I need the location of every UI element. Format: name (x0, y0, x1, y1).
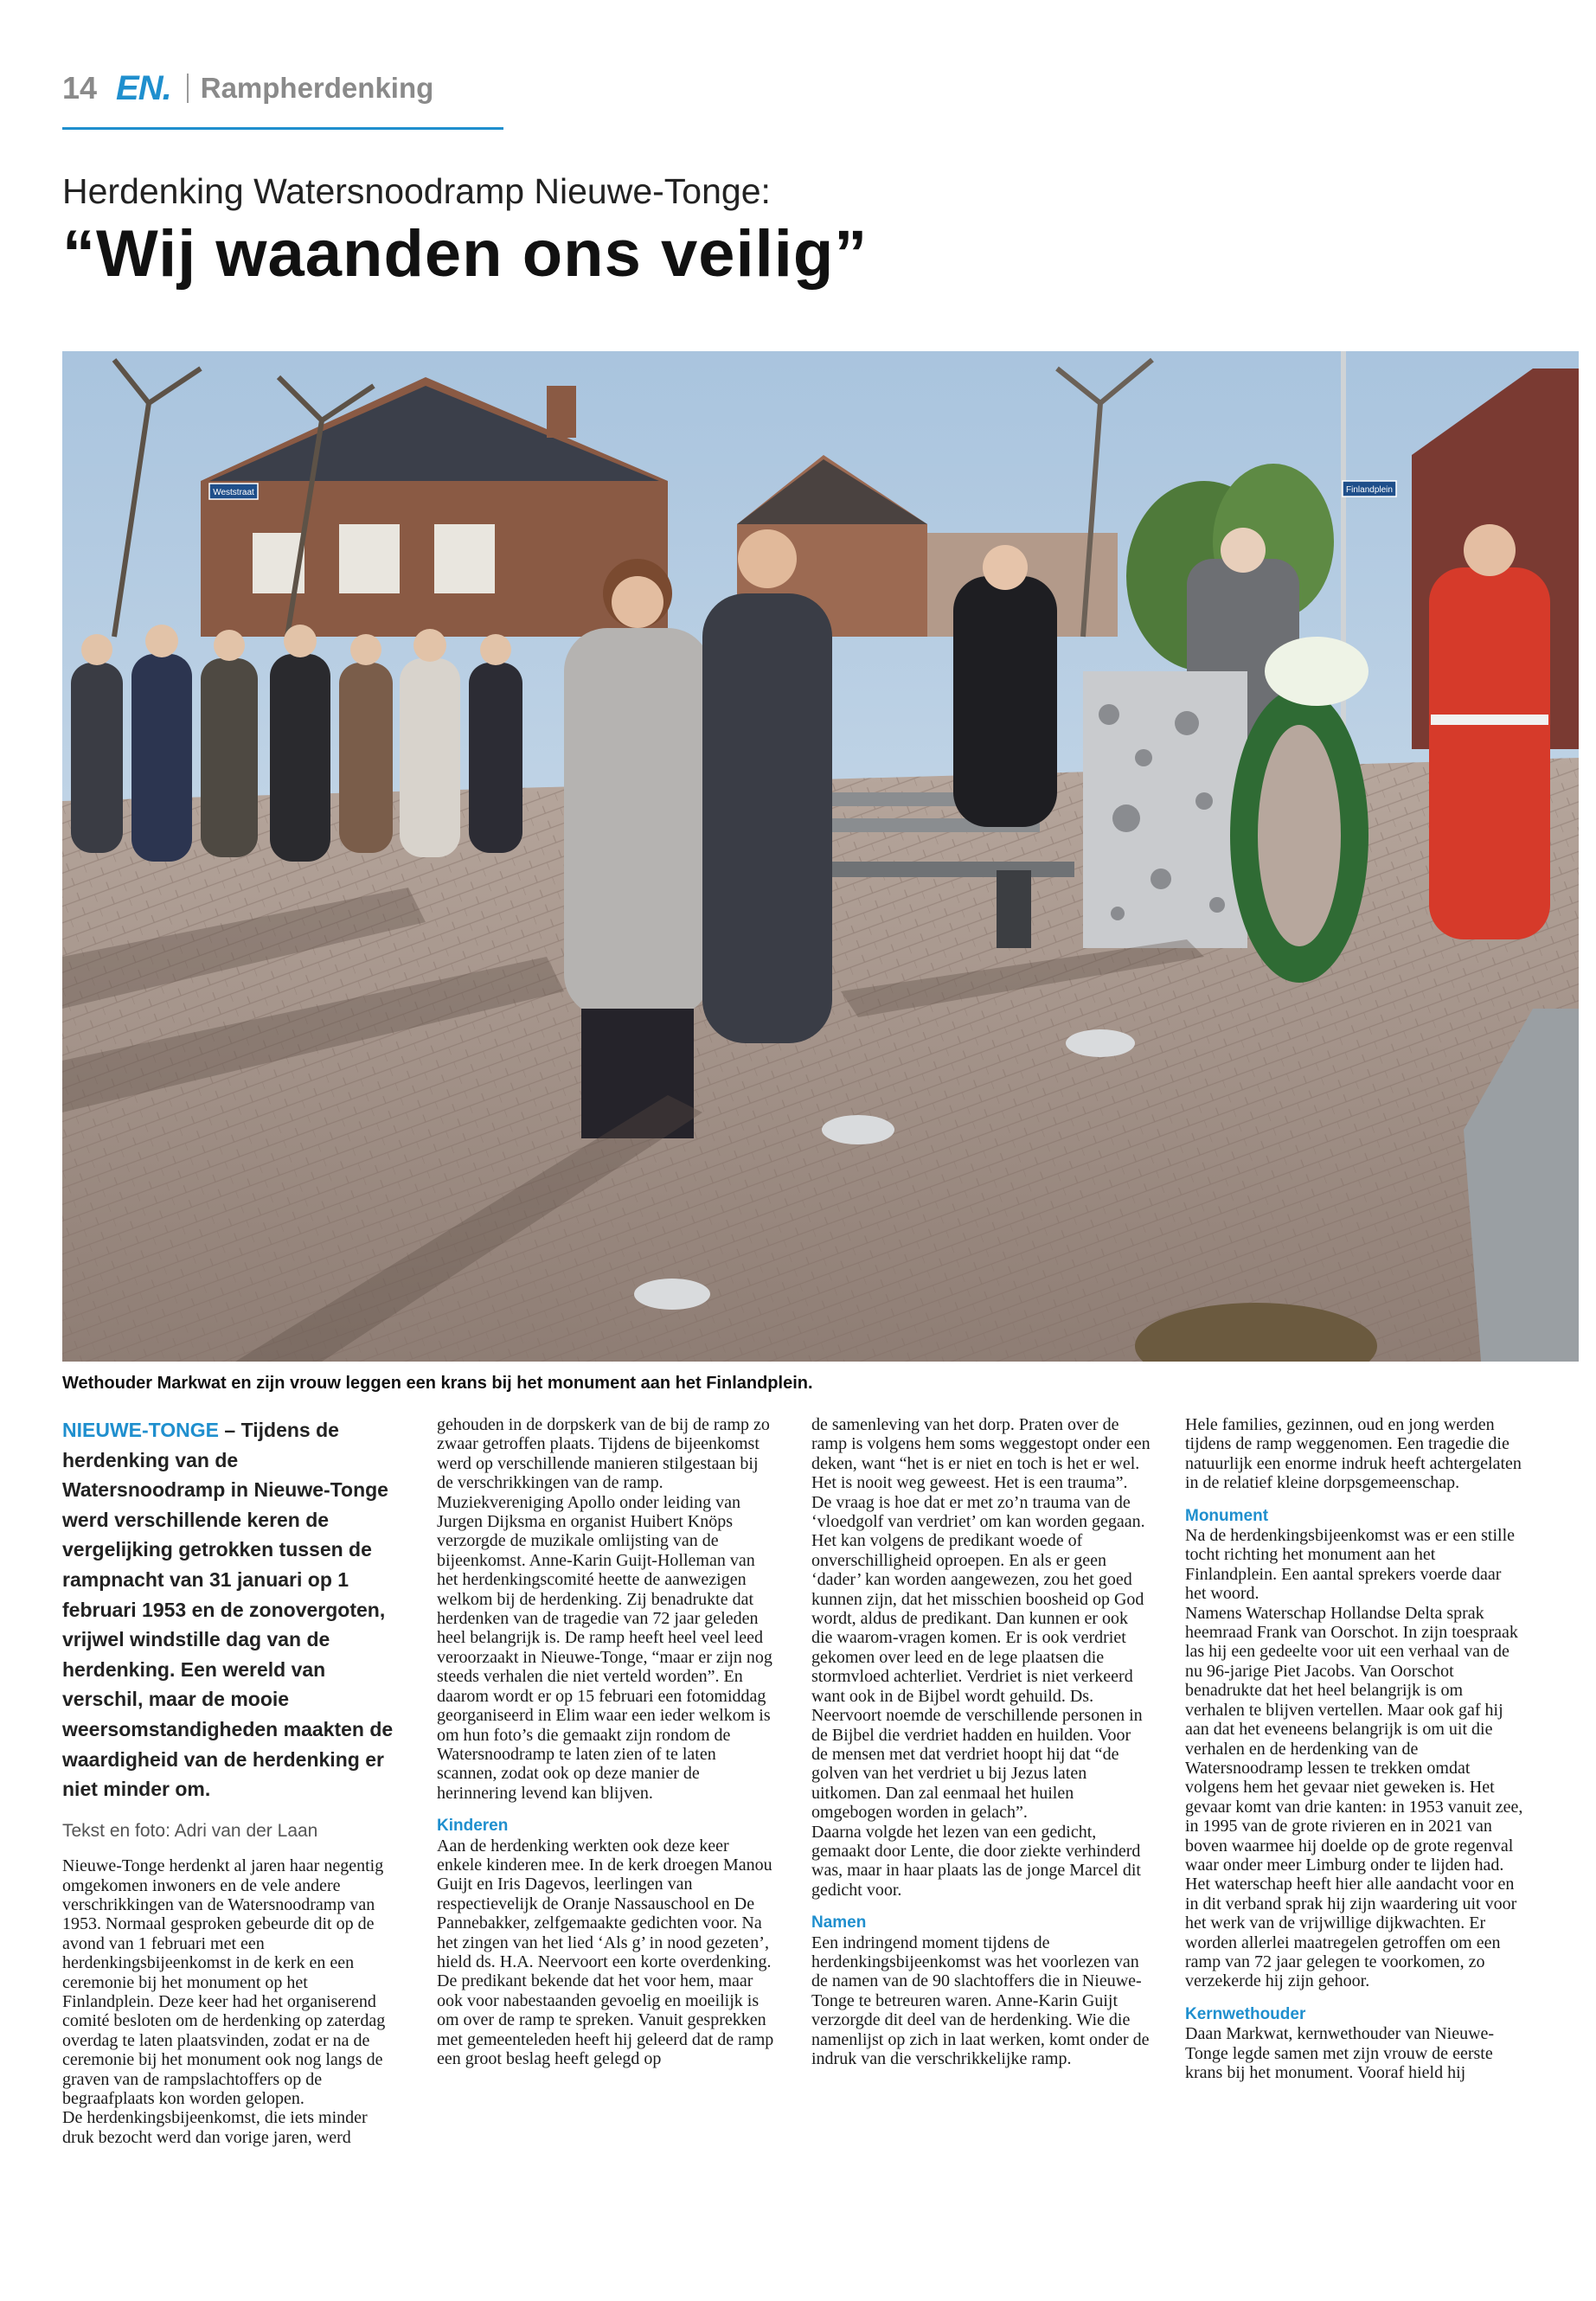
body-paragraph: de samenleving van het dorp. Praten over de ramp is volgens hem soms weggestopt onder een deken, want “het is er niet en toch is het er wel. Het is nooit weg geweest. Het is een trauma”. De vraag is hoe dat er met zo’n trauma van de ‘vloedgolf van verdriet’ om kan worden gegaan. Het kan volgens de predikant woede of onverschilligheid oproepen. En als er geen ‘dader’ kan worden aangewezen, zou het goed kunnen zijn, dat het misschien boosheid op God wordt, aldus de predikant. Dan kunnen er ook die waarom-vragen komen. Er is ook verdriet gekomen over leed en de lege plaatsen die stormvloed achterliet. Verdriet is niet verkeerd want ook in de Bijbel wordt gehuild. Ds. Neervoort noemde de verschillende personen in de Bijbel die verdriet hadden en huilden. Voor de mensen met dat verdriet hoopt hij dat “de golven van het verdriet u bij Jezus laten uitkomen. Dan zal eenmaal het huilen omgebogen worden in gelach”. (811, 1415, 1151, 1823)
header-divider (187, 74, 189, 103)
body-paragraph: Daan Markwat, kernwethouder van Nieuwe-Tonge legde samen met zijn vrouw de eerste krans bij het monument. Vooraf hield hij (1185, 2024, 1495, 2082)
body-paragraph: Hele families, gezinnen, oud en jong werden tijdens de ramp weggenomen. Een tragedie die natuurlijk een enorme indruk heeft achtergelaten in de relatief kleine dorpsgemeenschap. (1185, 1415, 1522, 1493)
body-paragraph: Nieuwe-Tonge herdenkt al jaren haar negentig omgekomen inwoners en de vele andere verschrikkingen van de Watersnoodramp van 1953. Normaal gesproken gebeurde dit op de avond van 1 februari met een herdenkingsbijeenkomst in de kerk en een ceremonie bij het monument op het Finlandplein. Deze keer had het organiserend comité besloten om de herdenking op zaterdag overdag te laten plaatsvinden, zodat er na de ceremonie bij het monument ook nog langs de graven van de rampslachtoffers op de begraafplaats kon worden gelopen. (62, 1856, 386, 2108)
body-paragraph: De herdenkingsbijeenkomst, die iets minder druk bezocht werd dan vorige jaren, werd (62, 2108, 368, 2147)
dateline: NIEUWE-TONGE (62, 1419, 220, 1441)
article-column-2 (437, 1415, 776, 2068)
article-column-4 (1185, 1415, 1524, 2082)
article-column-3 (811, 1415, 1151, 2068)
article-kicker: Herdenking Watersnoodramp Nieuwe-Tonge: (62, 171, 771, 211)
body-paragraph: Een indringend moment tijdens de herdenkingsbijeenkomst was het voorlezen van de namen van de 90 slachtoffers die in Nieuwe-Tonge te betreuren waren. Anne-Karin Guijt verzorgde dit deel van de herdenking. Wie die namenlijst op zich in laat werken, komt onder de indruk van die verschrikkelijke ramp. (811, 1932, 1150, 2068)
body-paragraph: Daarna volgde het lezen van een gedicht, gemaakt door Lente, die door ziekte verhinderd was, maar in haar plaats las de jonge Marcel dit gedicht voor. (811, 1822, 1141, 1900)
lead-text: – Tijdens de herdenking van de Watersnoodramp in Nieuwe-Tonge werd verschillende keren de vergelijking getrokken tussen de rampnacht van 31 januari op 1 februari 1953 en de zonovergoten, vrijwel windstille dag van de herdenking. Een wereld van verschil, maar de mooie weersomstandigheden maakten de waardigheid van de herdenking er niet minder om. (62, 1419, 394, 1801)
article-headline: “Wij waanden ons veilig” (62, 217, 869, 291)
article-photo (62, 351, 1579, 1362)
byline: Tekst en foto: Adri van der Laan (62, 1820, 318, 1841)
page-header (62, 62, 433, 114)
body-paragraph: gehouden in de dorpskerk van de bij de ramp zo zwaar getroffen plaats. Tijdens de bijeenkomst werd op verschillende manieren stilgestaan bij de verschrikkingen van de ramp. Muziekvereniging Apollo onder leiding van Jurgen Dijksma en organist Huibert Knöps verzorgde de muzikale omlijsting van de bijeenkomst. Anne-Karin Guijt-Holleman van het herdenkingscomité heette de aanwezigen welkom bij de herdenking. Zij benadrukte dat herdenken van de tragedie van 72 jaar geleden heel belangrijk is. De ramp heeft heel veel leed veroorzaakt in Nieuwe-Tonge, “maar er zijn nog steeds verhalen die niet verteld worden”. En daarom wordt er op 15 februari een fotomiddag georganiseerd in Elim waar een ieder welkom is om hun foto’s die gemaakt zijn rondom de Watersnoodramp te laten zien of te laten scannen, zodat ook op deze manier de herinnering levend kan blijven. (437, 1415, 772, 1803)
section-title: Rampherdenking (200, 72, 434, 104)
subhead-namen: Namen (811, 1913, 867, 1932)
body-paragraph: Na de herdenkingsbijeenkomst was er een stille tocht richting het monument aan het Finlandplein. Een aantal sprekers voerde daar het woord. (1185, 1526, 1515, 1604)
subhead-kinderen: Kinderen (437, 1817, 509, 1836)
photo-caption: Wethouder Markwat en zijn vrouw leggen een krans bij het monument aan het Finlandplein. (62, 1374, 813, 1393)
street-sign-weststraat: Weststraat (213, 488, 254, 497)
header-rule (62, 127, 503, 130)
subhead-monument: Monument (1185, 1506, 1269, 1525)
article-column-1 (62, 1415, 401, 2147)
en-logo: EN. (116, 68, 171, 107)
subhead-kernwethouder: Kernwethouder (1185, 2004, 1306, 2023)
article-lead (62, 1415, 401, 1804)
body-paragraph: Aan de herdenking werkten ook deze keer enkele kinderen mee. In de kerk droegen Manou Guijt en Iris Dagevos, leerlingen van respectievelijk de Oranje Nassauschool en De Pannebakker, zelfgemaakte gedichten voor. Na het zingen van het lied ‘Als g’ in nood gezeten’, hield ds. H.A. Neervoort een korte overdenking. De predikant bekende dat het voor hem, maar ook voor nabestaanden gevoelig en moeilijk is om over de ramp te spreken. Vanuit gesprekken met gemeenteleden heeft hij geleerd dat de ramp een groot beslag heeft gelegd op (437, 1836, 774, 2068)
page-number: 14 (62, 70, 98, 106)
body-paragraph: Namens Waterschap Hollandse Delta sprak heemraad Frank van Oorschot. In zijn toespraak las hij een gedeelte voor uit een verhaal van de nu 96-jarige Piet Jacobs. Van Oorschot benadrukte dat het heel belangrijk is om verhalen te blijven vertellen. Maar ook gaf hij aan dat het eveneens belangrijk is om uit die verhalen en de herdenking van de Watersnoodramp lessen te trekken omdat volgens hem het gevaar niet geweken is. Het gevaar komt van drie kanten: in 1953 vanuit zee, in 1995 van de grote rivieren en in 2021 van boven waarmee hij doelde op de grote regenval waar onder meer Limburg onder te lijden had. Het waterschap heeft hier alle aandacht voor en in dit verband sprak hij zijn waardering uit voor het werk van de vrijwillige dijkwachten. Er worden allerlei maatregelen getroffen om een ramp van 72 jaar gelegen te voorkomen, zo verzekerde hij zijn gehoor. (1185, 1603, 1523, 1991)
street-sign-finlandplein: Finlandplein (1346, 485, 1393, 495)
